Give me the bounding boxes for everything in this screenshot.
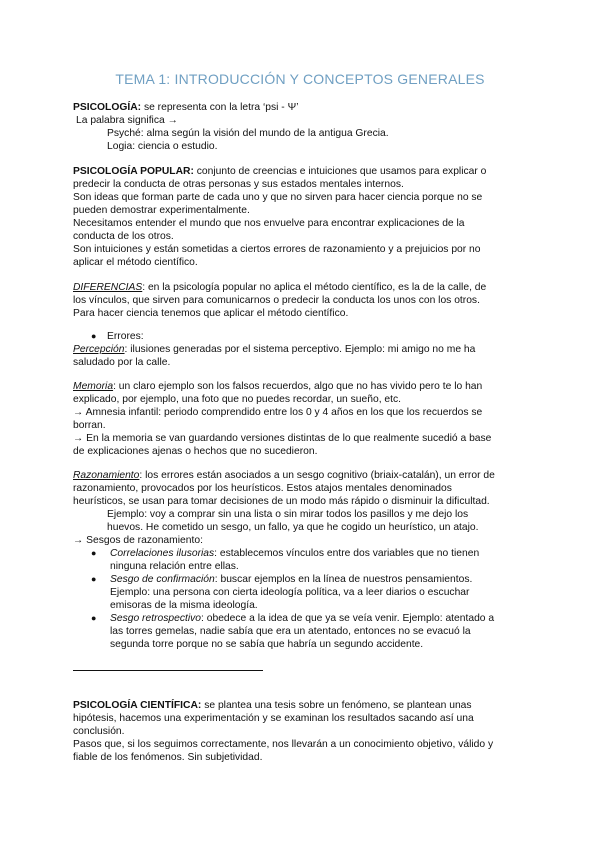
razonamiento-line-3: heurísticos, se usan para tomar decisiones de un modo más rápido o disminuir la dificultad. [73,496,490,507]
sesgos-intro: → Sesgos de razonamiento: [73,535,203,546]
cientifica-line-3: conclusión. [73,726,125,737]
memoria-line-1: Memoria: un claro ejemplo son los falsos recuerdos, algo que no has vivido pero te lo han [73,381,483,392]
bullet-icon: ● [91,548,97,558]
cientifica-label: PSICOLOGÍA CIENTÍFICA: [73,700,202,711]
memoria-label: Memoria [73,381,114,392]
psicologia-line-1: PSICOLOGÍA: se representa con la letra ‘psi - Ψ’ [73,102,299,113]
correlaciones-line-2: ninguna relación entre ellas. [110,561,239,572]
popular-line-7: Son intuiciones y están sometidas a ciertos errores de razonamiento y a prejuicios por no [73,244,481,255]
retrospectivo-line-3: segunda torre porque no se sabía que habría un segundo accidente. [110,639,424,650]
bullet-icon: ● [91,613,97,623]
confirmacion-label: Sesgo de confirmación [110,574,215,585]
psicologia-line-4: Logia: ciencia o estudio. [107,141,218,152]
razonamiento-line-4: Ejemplo: voy a comprar sin una lista o sin mirar todos los pasillos y me dejo los [107,509,469,520]
confirmacion-line-2: Ejemplo: una persona con cierta ideología política, va a leer diarios o escuchar [110,587,470,598]
correlaciones-label: Correlaciones ilusorias [110,548,215,559]
bullet-icon: ● [91,331,97,341]
popular-line-1: PSICOLOGÍA POPULAR: conjunto de creencias e intuiciones que usamos para explicar o [73,166,487,177]
section-divider [73,670,263,671]
diferencias-line-1: DIFERENCIAS: en la psicología popular no aplica el método científico, es la de la calle, de [73,282,487,293]
cientifica-line-5: fiable de los fenómenos. Sin subjetividad. [73,752,263,763]
confirmacion-line-1: Sesgo de confirmación: buscar ejemplos en la línea de nuestros pensamientos. [110,574,473,585]
memoria-line-2: explicado, por ejemplo, una foto que no puedes recordar, un sueño, etc. [73,394,402,405]
errores-label: Errores: [107,331,144,342]
psicologia-label: PSICOLOGÍA: [73,102,142,113]
popular-line-8: aplicar el método científico. [73,257,198,268]
memoria-line-4: borran. [73,420,106,431]
cientifica-line-4: Pasos que, si los seguimos correctamente, nos llevarán a un conocimiento objetivo, válido y [73,739,494,750]
popular-line-5: Necesitamos entender el mundo que nos envuelve para encontrar explicaciones de la [73,218,465,229]
percepcion-label: Percepción [73,344,125,355]
razonamiento-line-2: razonamiento, provocados por los heurísticos. Estos atajos mentales denominados [73,483,452,494]
cientifica-line-2: hipótesis, hacemos una experimentación y se examinan los resultados sacando así una [73,713,474,724]
percepcion-line-2: saludado por la calle. [73,357,171,368]
popular-line-2: predecir la conducta de otras personas y sus estados mentales internos. [73,179,404,190]
bullet-icon: ● [91,574,97,584]
retrospectivo-label: Sesgo retrospectivo [110,613,202,624]
popular-line-3: Son ideas que forman parte de cada uno y que no sirven para hacer ciencia porque no se [73,192,483,203]
cientifica-line-1: PSICOLOGÍA CIENTÍFICA: se plantea una tesis sobre un fenómeno, se plantean unas [73,700,472,711]
psicologia-line-3: Psyché: alma según la visión del mundo de la antigua Grecia. [107,128,389,139]
memoria-line-6: de explicaciones ajenas o hechos que no sucedieron. [73,446,318,457]
razonamiento-line-1: Razonamiento: los errores están asociados a un sesgo cognitivo (briaix-catalán), un error de [73,470,495,481]
psicologia-line-2: La palabra significa → [76,115,178,126]
retrospectivo-line-1: Sesgo retrospectivo: obedece a la idea de que ya se veía venir. Ejemplo: atentado a [110,613,495,624]
retrospectivo-line-2: las torres gemelas, nadie sabía que era un atentado, entonces no se evacuó la [110,626,471,637]
popular-label: PSICOLOGÍA POPULAR: [73,166,194,177]
diferencias-label: DIFERENCIAS [73,282,143,293]
razonamiento-line-5: huevos. He cometido un sesgo, un fallo, ya que he cogido un heurístico, un atajo. [107,522,479,533]
memoria-line-5: → En la memoria se van guardando versiones distintas de lo que realmente sucedió a base [73,433,492,444]
razonamiento-label: Razonamiento [73,470,140,481]
correlaciones-line-1: Correlaciones ilusorias: establecemos vínculos entre dos variables que no tienen [110,548,480,559]
popular-line-6: conducta de los otros. [73,231,174,242]
percepcion-line-1: Percepción: ilusiones generadas por el sistema perceptivo. Ejemplo: mi amigo no me ha [73,344,476,355]
document-title: TEMA 1: INTRODUCCIÓN Y CONCEPTOS GENERALES [115,71,485,87]
memoria-line-3: → Amnesia infantil: periodo comprendido entre los 0 y 4 años en los que los recuerdos se [73,407,483,418]
diferencias-line-2: los vínculos, que sirven para comunicarnos o predecir la conducta los unos con los otros. [73,295,480,306]
popular-line-4: pueden demostrar experimentalmente. [73,205,250,216]
confirmacion-line-3: emisoras de la misma ideología. [110,600,258,611]
diferencias-line-3: Para hacer ciencia tenemos que aplicar el método científico. [73,308,349,319]
